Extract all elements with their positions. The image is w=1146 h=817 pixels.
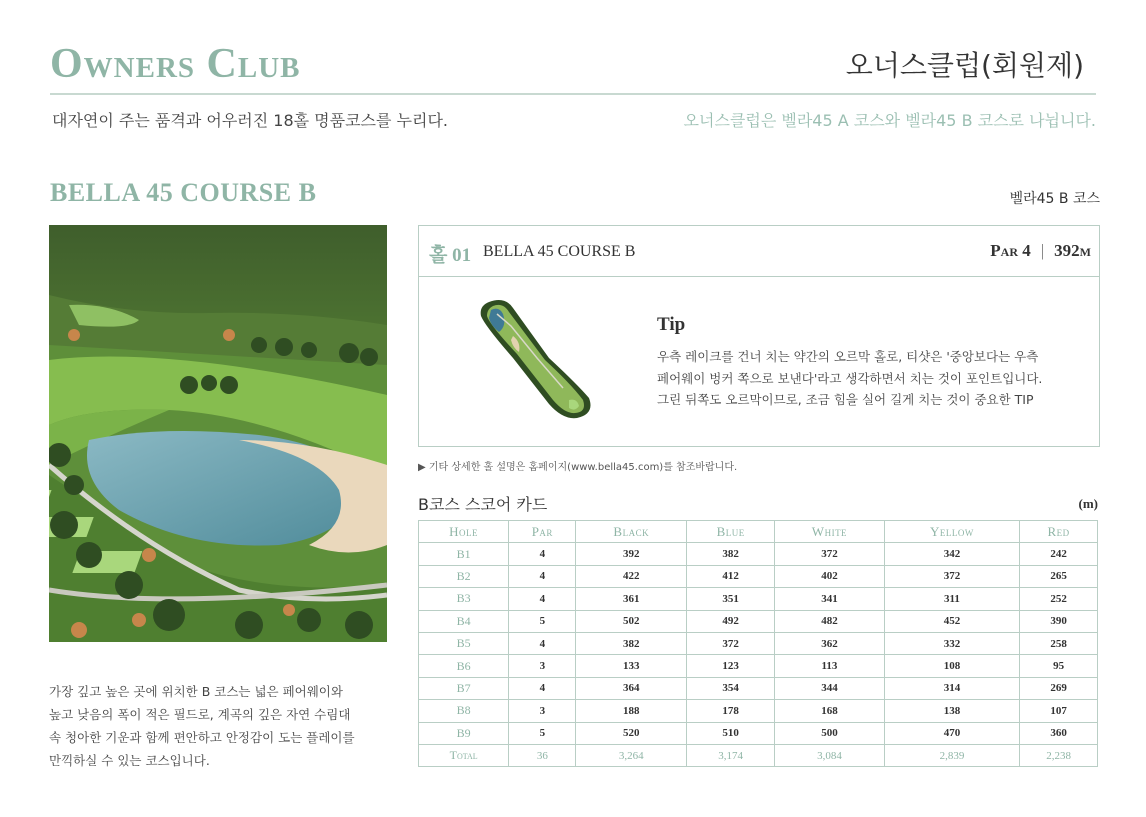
tip-line: 페어웨이 벙커 쪽으로 보낸다'라고 생각하면서 치는 것이 포인트입니다. bbox=[657, 370, 1043, 386]
total-row bbox=[419, 744, 1098, 766]
table-cell: 123 bbox=[687, 655, 775, 677]
table-cell: 382 bbox=[576, 632, 687, 654]
description-line: 만끽하실 수 있는 코스입니다. bbox=[49, 753, 210, 768]
table-cell: 392 bbox=[576, 543, 687, 565]
table-cell: 258 bbox=[1020, 632, 1098, 654]
hole-info-panel bbox=[418, 225, 1100, 447]
table-cell: B5 bbox=[419, 632, 509, 654]
table-row bbox=[419, 543, 1098, 565]
table-cell: 252 bbox=[1020, 588, 1098, 610]
table-cell: 36 bbox=[509, 744, 576, 766]
table-cell: 510 bbox=[687, 722, 775, 744]
table-cell: 168 bbox=[775, 700, 885, 722]
table-cell: 265 bbox=[1020, 565, 1098, 587]
table-cell: 3 bbox=[509, 655, 576, 677]
table-cell: 5 bbox=[509, 610, 576, 632]
slogan: 대자연이 주는 품격과 어우러진 18홀 명품코스를 누리다. bbox=[52, 111, 448, 130]
table-cell: 4 bbox=[509, 677, 576, 699]
table-cell: B1 bbox=[419, 543, 509, 565]
table-cell: 133 bbox=[576, 655, 687, 677]
table-row bbox=[419, 610, 1098, 632]
table-cell: 344 bbox=[775, 677, 885, 699]
table-cell: 422 bbox=[576, 565, 687, 587]
table-cell: 4 bbox=[509, 588, 576, 610]
table-cell: 362 bbox=[775, 632, 885, 654]
hole-course-name: BELLA 45 COURSE B bbox=[483, 243, 636, 260]
page-title-korean: 오너스클럽(회원제) bbox=[845, 49, 1084, 82]
table-cell: 242 bbox=[1020, 543, 1098, 565]
course-aerial-photo bbox=[49, 225, 387, 642]
table-cell: 470 bbox=[884, 722, 1020, 744]
table-row bbox=[419, 632, 1098, 654]
table-cell: B4 bbox=[419, 610, 509, 632]
table-cell: 412 bbox=[687, 565, 775, 587]
hole-par: Par 4 bbox=[990, 241, 1031, 260]
table-cell: 108 bbox=[884, 655, 1020, 677]
table-cell: B9 bbox=[419, 722, 509, 744]
table-cell: 492 bbox=[687, 610, 775, 632]
page-title: Owners Club bbox=[50, 41, 301, 87]
separator: | bbox=[1040, 241, 1045, 260]
table-cell: 311 bbox=[884, 588, 1020, 610]
table-cell: 351 bbox=[687, 588, 775, 610]
table-cell: 113 bbox=[775, 655, 885, 677]
hole-par-distance bbox=[990, 241, 1091, 261]
table-cell: 4 bbox=[509, 543, 576, 565]
table-cell: 314 bbox=[884, 677, 1020, 699]
table-cell: 360 bbox=[1020, 722, 1098, 744]
description-line: 속 청아한 기운과 함께 편안하고 안정감이 도는 플레이를 bbox=[49, 730, 355, 745]
table-cell: 402 bbox=[775, 565, 885, 587]
homepage-note: ▶ 기타 상세한 홀 설명은 홈페이지(www.bella45.com)를 참조바랍니다. bbox=[418, 462, 738, 473]
scorecard-header-row bbox=[419, 521, 1098, 543]
table-cell: 341 bbox=[775, 588, 885, 610]
sub-slogan: 오너스클럽은 벨라45 A 코스와 벨라45 B 코스로 나뉩니다. bbox=[683, 111, 1096, 130]
course-title-korean: 벨라45 B 코스 bbox=[1009, 191, 1100, 207]
column-header: Par bbox=[509, 521, 576, 543]
table-cell: 3,174 bbox=[687, 744, 775, 766]
table-cell: 107 bbox=[1020, 700, 1098, 722]
description-line: 높고 낮음의 폭이 적은 필드로, 계곡의 깊은 자연 수림대 bbox=[49, 707, 351, 722]
tip-line: 우측 레이크를 건너 치는 약간의 오르막 홀로, 티샷은 '중앙보다는 우측 bbox=[657, 349, 1039, 364]
table-cell: 3 bbox=[509, 700, 576, 722]
scorecard-table bbox=[418, 520, 1098, 767]
table-cell: 342 bbox=[884, 543, 1020, 565]
column-header: Red bbox=[1020, 521, 1098, 543]
hole-distance: 392m bbox=[1054, 241, 1091, 260]
table-row bbox=[419, 565, 1098, 587]
table-cell: 95 bbox=[1020, 655, 1098, 677]
tip-title: Tip bbox=[657, 314, 686, 335]
table-cell: B2 bbox=[419, 565, 509, 587]
table-cell: B8 bbox=[419, 700, 509, 722]
table-cell: 5 bbox=[509, 722, 576, 744]
hole-map-icon bbox=[477, 296, 597, 430]
table-cell: 382 bbox=[687, 543, 775, 565]
table-cell: B6 bbox=[419, 655, 509, 677]
hole-number: 홀 01 bbox=[429, 245, 472, 266]
table-row bbox=[419, 722, 1098, 744]
header-divider bbox=[50, 93, 1096, 95]
scorecard-title: B코스 스코어 카드 bbox=[418, 495, 548, 514]
table-cell: 138 bbox=[884, 700, 1020, 722]
table-cell: 500 bbox=[775, 722, 885, 744]
table-row bbox=[419, 655, 1098, 677]
table-cell: 188 bbox=[576, 700, 687, 722]
column-header: Black bbox=[576, 521, 687, 543]
table-cell: 354 bbox=[687, 677, 775, 699]
hole-info-header bbox=[419, 226, 1099, 277]
table-cell: 2,839 bbox=[884, 744, 1020, 766]
table-cell: 502 bbox=[576, 610, 687, 632]
table-row bbox=[419, 700, 1098, 722]
table-cell: 372 bbox=[775, 543, 885, 565]
description-line: 가장 깊고 높은 곳에 위치한 B 코스는 넓은 페어웨이와 bbox=[49, 684, 343, 699]
table-cell: 3,264 bbox=[576, 744, 687, 766]
table-cell: 372 bbox=[884, 565, 1020, 587]
table-cell: 2,238 bbox=[1020, 744, 1098, 766]
course-title: BELLA 45 COURSE B bbox=[50, 178, 317, 207]
table-cell: 332 bbox=[884, 632, 1020, 654]
table-cell: 452 bbox=[884, 610, 1020, 632]
table-cell: B3 bbox=[419, 588, 509, 610]
table-cell: 364 bbox=[576, 677, 687, 699]
table-cell: 3,084 bbox=[775, 744, 885, 766]
scorecard-unit: (m) bbox=[1078, 496, 1098, 511]
table-row bbox=[419, 588, 1098, 610]
table-row bbox=[419, 677, 1098, 699]
column-header: Blue bbox=[687, 521, 775, 543]
course-description bbox=[49, 680, 389, 772]
table-cell: 361 bbox=[576, 588, 687, 610]
table-cell: 390 bbox=[1020, 610, 1098, 632]
table-cell: 269 bbox=[1020, 677, 1098, 699]
tip-body bbox=[657, 346, 1077, 411]
table-cell: B7 bbox=[419, 677, 509, 699]
table-cell: 372 bbox=[687, 632, 775, 654]
column-header: Hole bbox=[419, 521, 509, 543]
tip-line: 그린 뒤쪽도 오르막이므로, 조금 힘을 실어 길게 치는 것이 중요한 TIP bbox=[657, 392, 1034, 407]
table-cell: Total bbox=[419, 744, 509, 766]
table-cell: 482 bbox=[775, 610, 885, 632]
table-cell: 520 bbox=[576, 722, 687, 744]
table-cell: 4 bbox=[509, 632, 576, 654]
column-header: White bbox=[775, 521, 885, 543]
table-cell: 4 bbox=[509, 565, 576, 587]
column-header: Yellow bbox=[884, 521, 1020, 543]
table-cell: 178 bbox=[687, 700, 775, 722]
